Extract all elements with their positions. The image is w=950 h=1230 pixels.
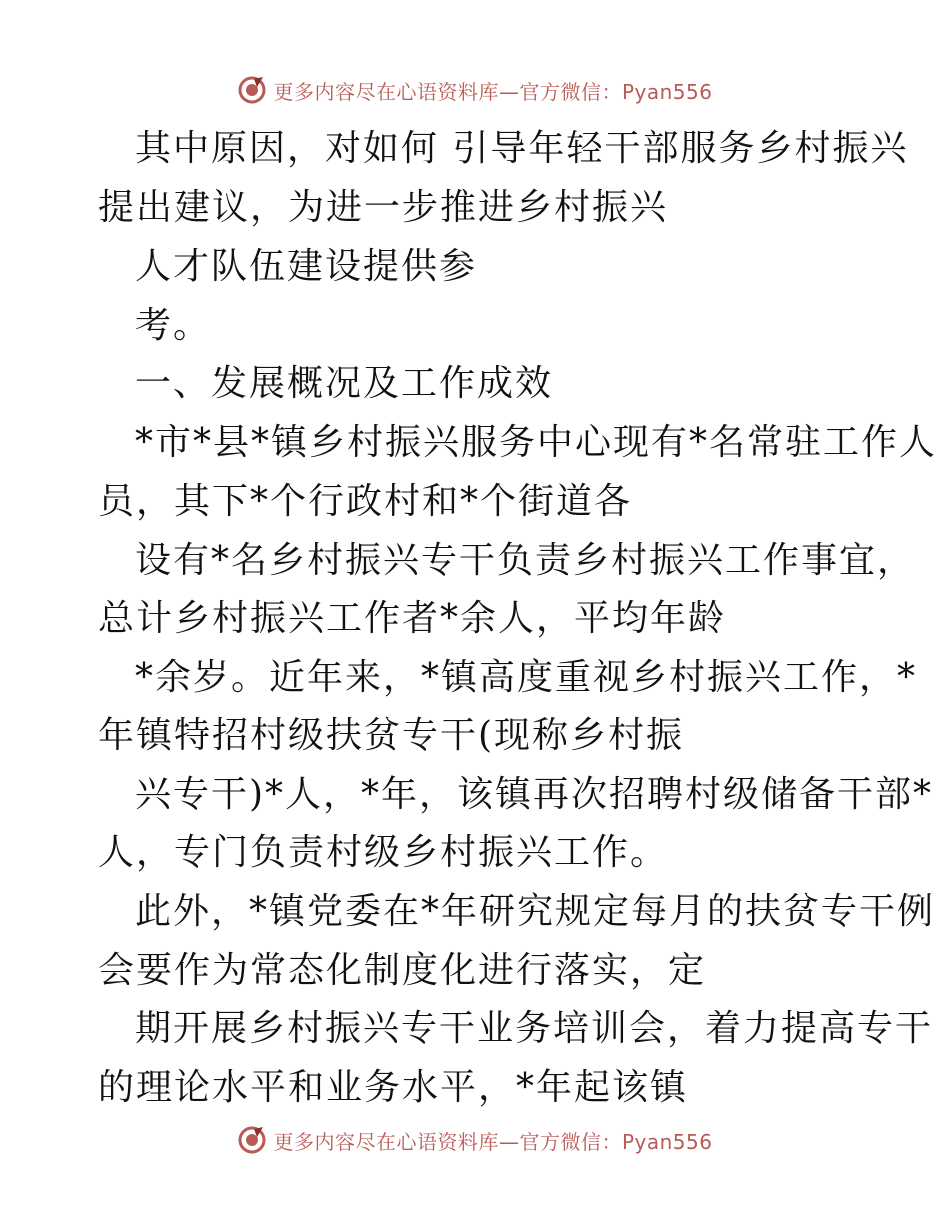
paragraph-line: 此外，*镇党委在*年研究规定每月的扶贫专干例 [135, 891, 936, 932]
paragraph-line: 考。 [135, 305, 212, 346]
watermark-text: 更多内容尽在心语资料库—官方微信：Pyan556 [273, 1129, 713, 1154]
quill-pen-seal-icon [237, 75, 267, 105]
quill-pen-seal-icon [237, 1125, 267, 1155]
paragraph-line: 员，其下*个行政村和*个街道各 [98, 481, 633, 522]
footer-watermark [0, 1120, 950, 1160]
paragraph-line: 的理论水平和业务水平，*年起该镇 [98, 1067, 689, 1108]
section-heading: 一、发展概况及工作成效 [135, 363, 554, 404]
paragraph-line: 总计乡村振兴工作者*余人，平均年龄 [98, 598, 727, 639]
paragraph-line: *市*县*镇乡村振兴服务中心现有*名常驻工作人 [135, 422, 938, 463]
paragraph-line: 其中原因，对如何 引导年轻干部服务乡村振兴 [135, 128, 909, 169]
paragraph-line: 年镇特招村级扶贫专干(现称乡村振 [98, 715, 685, 756]
paragraph-line: 提出建议，为进一步推进乡村振兴 [98, 187, 669, 228]
paragraph-line: 人才队伍建设提供参 [135, 246, 478, 287]
paragraph-line: 设有*名乡村振兴专干负责乡村振兴工作事宜， [135, 540, 916, 581]
header-watermark [0, 70, 950, 110]
paragraph-line: 期开展乡村振兴专干业务培训会，着力提高专干 [135, 1008, 934, 1049]
paragraph-line: 会要作为常态化制度化进行落实，定 [98, 950, 707, 991]
paragraph-line: 人，专门负责村级乡村振兴工作。 [98, 832, 669, 873]
watermark-text: 更多内容尽在心语资料库—官方微信：Pyan556 [273, 79, 713, 104]
paragraph-line: 兴专干)*人，*年，该镇再次招聘村级储备干部* [135, 774, 934, 815]
paragraph-line: *余岁。近年来，*镇高度重视乡村振兴工作，* [135, 657, 918, 698]
